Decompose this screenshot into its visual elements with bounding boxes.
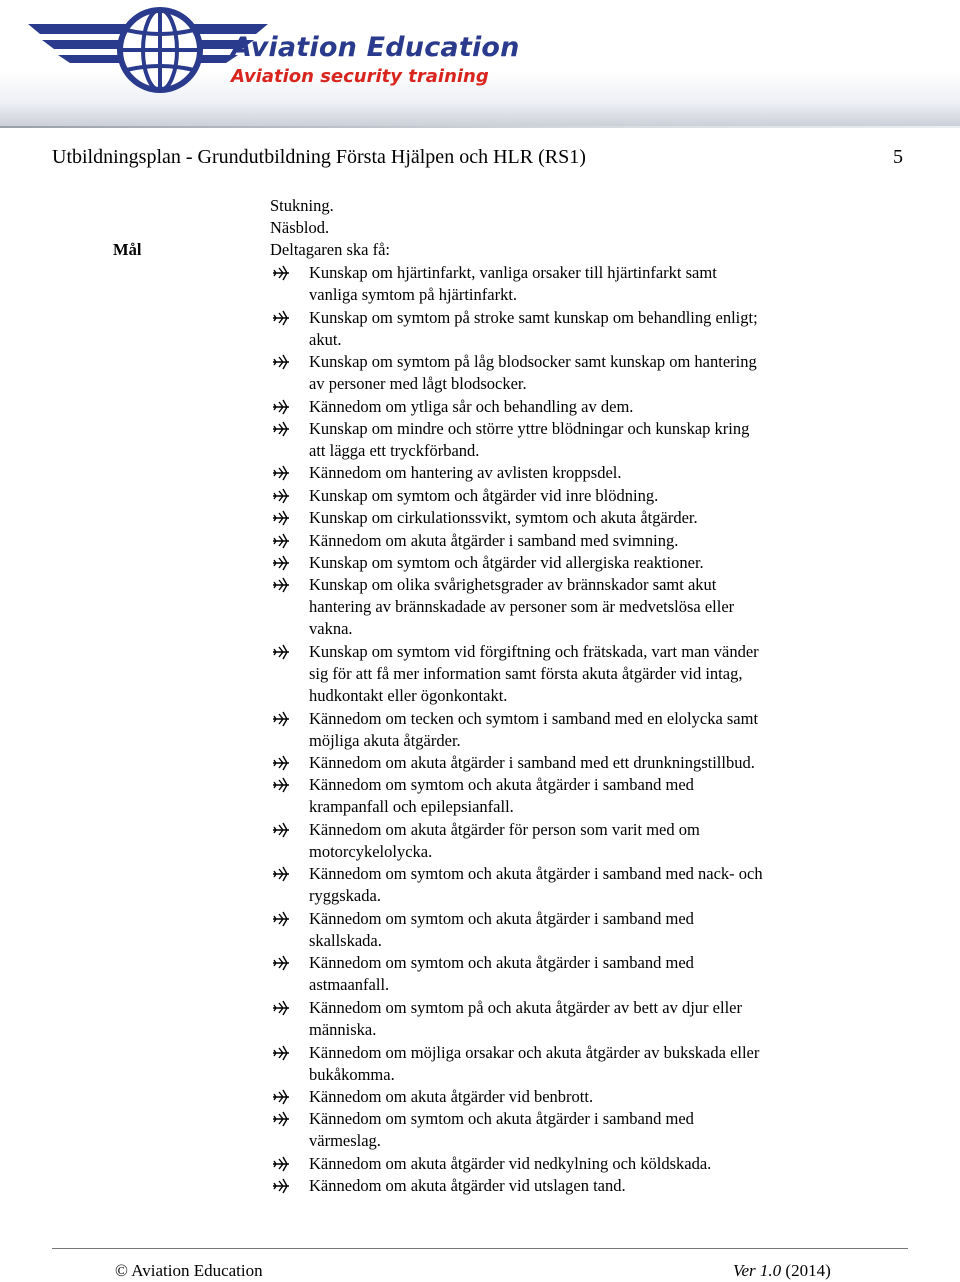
footer-copyright: © Aviation Education <box>115 1261 263 1280</box>
goal-line: krampanfall och epilepsianfall. <box>309 797 514 816</box>
goal-line: Kunskap om symtom och åtgärder vid allergiska reaktioner. <box>309 553 704 572</box>
airplane-icon <box>270 307 292 329</box>
goal-item <box>270 351 850 395</box>
goal-line: motorcykelolycka. <box>309 842 433 861</box>
goal-line: hantering av brännskadade av personer som är medvetslösa eller <box>309 597 735 616</box>
airplane-icon <box>270 997 292 1019</box>
goal-line: ryggskada. <box>309 886 381 905</box>
footer-divider <box>52 1248 908 1249</box>
page-number: 5 <box>893 146 903 168</box>
airplane-icon <box>270 262 292 284</box>
goal-item <box>270 530 850 552</box>
airplane-icon <box>270 507 292 529</box>
airplane-icon <box>270 552 292 574</box>
goal-line: Kännedom om akuta åtgärder för person som varit med om <box>309 820 700 839</box>
airplane-icon <box>270 952 292 974</box>
goal-item <box>270 262 850 306</box>
goal-item <box>270 1153 850 1175</box>
goal-line: Kunskap om mindre och större yttre blödningar och kunskap kring <box>309 419 750 438</box>
goal-line: hudkontakt eller ögonkontakt. <box>309 686 508 705</box>
goal-item <box>270 307 850 351</box>
goal-item <box>270 997 850 1041</box>
airplane-icon <box>270 351 292 373</box>
airplane-icon <box>270 1042 292 1064</box>
airplane-icon <box>270 1175 292 1197</box>
goal-item <box>270 641 850 707</box>
goal-line: Kunskap om cirkulationssvikt, symtom och akuta åtgärder. <box>309 508 698 527</box>
goal-item <box>270 552 850 574</box>
preceding-line: Stukning. <box>270 196 334 215</box>
goal-line: vakna. <box>309 619 353 638</box>
goal-line: Kunskap om symtom på stroke samt kunskap om behandling enligt; <box>309 308 758 327</box>
goal-line: Kunskap om symtom och åtgärder vid inre blödning. <box>309 486 659 505</box>
goal-line: Kunskap om symtom vid förgiftning och frätskada, vart man vänder <box>309 642 759 661</box>
goal-line: Kännedom om symtom och akuta åtgärder i samband med <box>309 775 694 794</box>
goal-line: Kännedom om symtom och akuta åtgärder i samband med nack- och <box>309 864 763 883</box>
goal-item <box>270 1042 850 1086</box>
airplane-icon <box>270 1108 292 1130</box>
airplane-icon <box>270 462 292 484</box>
goal-line: Kännedom om akuta åtgärder vid benbrott. <box>309 1087 594 1106</box>
goal-item <box>270 1086 850 1108</box>
airplane-icon <box>270 396 292 418</box>
goal-line: Kännedom om symtom och akuta åtgärder i samband med <box>309 1109 694 1128</box>
airplane-icon <box>270 708 292 730</box>
preceding-line: Näsblod. <box>270 218 330 237</box>
goal-item <box>270 462 850 484</box>
airplane-icon <box>270 1153 292 1175</box>
goal-item <box>270 485 850 507</box>
version-year: (2014) <box>785 1261 831 1280</box>
goal-line: bukåkomma. <box>309 1065 395 1084</box>
section-label: Mål <box>113 240 142 259</box>
goal-line: sig för att få mer information samt första akuta åtgärder vid intag, <box>309 664 743 683</box>
goal-line: Kännedom om hantering av avlisten kroppsdel. <box>309 463 622 482</box>
goal-line: Kännedom om symtom och akuta åtgärder i samband med <box>309 909 694 928</box>
goal-item <box>270 708 850 752</box>
goal-item <box>270 507 850 529</box>
goal-item <box>270 752 850 774</box>
airplane-icon <box>270 574 292 596</box>
goal-item <box>270 908 850 952</box>
airplane-icon <box>270 908 292 930</box>
goals-intro: Deltagaren ska få: <box>270 240 391 259</box>
airplane-icon <box>270 863 292 885</box>
goal-line: Kunskap om hjärtinfarkt, vanliga orsaker till hjärtinfarkt samt <box>309 263 717 282</box>
goal-line: av personer med lågt blodsocker. <box>309 374 527 393</box>
goal-item <box>270 396 850 418</box>
goal-line: Kännedom om akuta åtgärder vid utslagen tand. <box>309 1176 626 1195</box>
goal-line: Kännedom om ytliga sår och behandling av dem. <box>309 397 634 416</box>
airplane-icon <box>270 774 292 796</box>
version-label: Ver 1.0 <box>733 1261 782 1280</box>
goal-line: Kännedom om symtom och akuta åtgärder i samband med <box>309 953 694 972</box>
goal-item <box>270 819 850 863</box>
goal-line: värmeslag. <box>309 1131 381 1150</box>
goal-item <box>270 1175 850 1197</box>
airplane-icon <box>270 819 292 841</box>
document-title: Utbildningsplan - Grundutbildning Första Hjälpen och HLR (RS1) <box>52 146 586 168</box>
goal-item <box>270 863 850 907</box>
airplane-icon <box>270 752 292 774</box>
goal-item <box>270 774 850 818</box>
airplane-icon <box>270 418 292 440</box>
airplane-icon <box>270 641 292 663</box>
airplane-icon <box>270 1086 292 1108</box>
goal-line: vanliga symtom på hjärtinfarkt. <box>309 285 518 304</box>
goal-line: Kännedom om tecken och symtom i samband med en elolycka samt <box>309 709 759 728</box>
goal-line: Kunskap om symtom på låg blodsocker samt kunskap om hantering <box>309 352 757 371</box>
goal-line: Kännedom om akuta åtgärder vid nedkylning och köldskada. <box>309 1154 712 1173</box>
goal-line: akut. <box>309 330 342 349</box>
goal-line: möjliga akuta åtgärder. <box>309 731 461 750</box>
airplane-icon <box>270 530 292 552</box>
goal-item <box>270 418 850 462</box>
brand-title: Aviation Education <box>231 32 520 63</box>
goal-line: Kännedom om symtom på och akuta åtgärder av bett av djur eller <box>309 998 742 1017</box>
goal-item <box>270 952 850 996</box>
goal-line: astmaanfall. <box>309 975 390 994</box>
goal-item <box>270 574 850 640</box>
goal-line: Kunskap om olika svårighetsgrader av brännskador samt akut <box>309 575 717 594</box>
goal-item <box>270 1108 850 1152</box>
goal-line: skallskada. <box>309 931 382 950</box>
goal-line: människa. <box>309 1020 377 1039</box>
goal-line: Kännedom om akuta åtgärder i samband med svimning. <box>309 531 679 550</box>
footer-version <box>733 1261 831 1281</box>
brand-subtitle: Aviation security training <box>231 66 489 87</box>
goal-line: Kännedom om akuta åtgärder i samband med ett drunkningstillbud. <box>309 753 755 772</box>
goal-line: att lägga ett tryckförband. <box>309 441 480 460</box>
goal-line: Kännedom om möjliga orsakar och akuta åtgärder av bukskada eller <box>309 1043 760 1062</box>
airplane-icon <box>270 485 292 507</box>
